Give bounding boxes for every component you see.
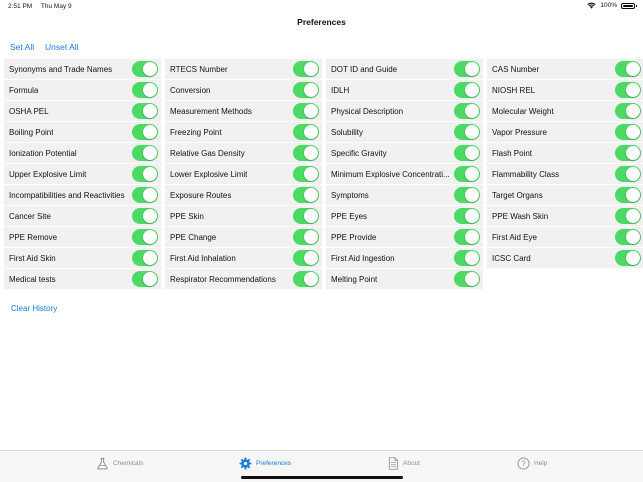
- flask-icon: [96, 457, 109, 470]
- preference-toggle[interactable]: [293, 187, 319, 203]
- preference-row: [4, 80, 161, 101]
- clear-history-button[interactable]: Clear History: [11, 304, 58, 313]
- preference-toggle[interactable]: [615, 82, 641, 98]
- preference-label: DOT ID and Guide: [331, 65, 398, 74]
- preference-toggle[interactable]: [454, 145, 480, 161]
- preference-row: [165, 80, 322, 101]
- preference-label: Formula: [9, 86, 39, 95]
- preference-row: [326, 248, 483, 269]
- toggle-knob: [626, 62, 640, 76]
- preference-toggle[interactable]: [293, 103, 319, 119]
- preference-row: [326, 269, 483, 290]
- toggle-knob: [465, 209, 479, 223]
- preference-label: Flammability Class: [492, 170, 560, 179]
- preference-row: [165, 269, 322, 290]
- page-title: Preferences: [297, 17, 346, 27]
- status-time: 2:51 PM: [8, 3, 33, 10]
- preference-toggle[interactable]: [615, 103, 641, 119]
- preference-toggle[interactable]: [615, 145, 641, 161]
- battery-icon: [621, 3, 635, 9]
- toggle-knob: [143, 146, 157, 160]
- preference-label: Incompatibilities and Reactivities: [9, 191, 125, 200]
- preference-row: [326, 227, 483, 248]
- preference-label: NIOSH REL: [492, 86, 536, 95]
- toggle-knob: [304, 125, 318, 139]
- preference-row: [4, 164, 161, 185]
- help-icon: [517, 457, 530, 470]
- preference-toggle[interactable]: [132, 61, 158, 77]
- preference-row: [4, 269, 161, 290]
- preference-row: [326, 164, 483, 185]
- toggle-knob: [143, 251, 157, 265]
- preference-label: Solubility: [331, 128, 364, 137]
- preference-label: Physical Description: [331, 107, 404, 116]
- preference-toggle[interactable]: [293, 145, 319, 161]
- toggle-knob: [626, 188, 640, 202]
- preference-row: [326, 143, 483, 164]
- preference-label: First Aid Ingestion: [331, 254, 395, 263]
- preference-label: PPE Remove: [9, 233, 58, 242]
- toggle-knob: [626, 146, 640, 160]
- preference-label: Flash Point: [492, 149, 533, 158]
- preference-row: [165, 206, 322, 227]
- preference-label: CAS Number: [492, 65, 540, 74]
- preference-label: Medical tests: [9, 275, 56, 284]
- toggle-knob: [304, 83, 318, 97]
- preference-label: PPE Skin: [170, 212, 204, 221]
- tab-preferences[interactable]: [239, 457, 291, 470]
- preference-toggle[interactable]: [454, 187, 480, 203]
- preference-row: [4, 248, 161, 269]
- toggle-knob: [143, 83, 157, 97]
- preference-toggle[interactable]: [132, 250, 158, 266]
- tab-preferences-label: Preferences: [256, 460, 292, 467]
- status-right: [587, 2, 635, 9]
- toggle-knob: [143, 125, 157, 139]
- preference-toggle[interactable]: [132, 166, 158, 182]
- preference-row: [487, 59, 643, 80]
- preference-toggle[interactable]: [454, 166, 480, 182]
- preference-toggle[interactable]: [132, 229, 158, 245]
- preference-row: [165, 185, 322, 206]
- status-date: Thu May 9: [40, 3, 72, 10]
- tab-chemicals-label: Chemicals: [113, 460, 144, 467]
- preference-label: First Aid Eye: [492, 233, 537, 242]
- preference-toggle[interactable]: [615, 229, 641, 245]
- preference-toggle[interactable]: [293, 271, 319, 287]
- preference-row: [487, 185, 643, 206]
- preference-row: [487, 248, 643, 269]
- unset-all-button[interactable]: Unset All: [45, 42, 79, 52]
- toggle-knob: [465, 104, 479, 118]
- document-icon: [388, 457, 399, 470]
- preference-row: [326, 59, 483, 80]
- toggle-knob: [626, 104, 640, 118]
- preference-label: First Aid Inhalation: [170, 254, 236, 263]
- toggle-knob: [465, 83, 479, 97]
- preference-row: [326, 80, 483, 101]
- preference-toggle[interactable]: [293, 250, 319, 266]
- preference-row: [165, 143, 322, 164]
- preference-row: [165, 101, 322, 122]
- toggle-knob: [465, 272, 479, 286]
- toggle-knob: [304, 272, 318, 286]
- preference-label: PPE Wash Skin: [492, 212, 549, 221]
- home-indicator: [241, 476, 403, 479]
- preference-label: IDLH: [331, 86, 350, 95]
- wifi-icon: [587, 2, 596, 9]
- empty-cell: [487, 269, 643, 290]
- preference-label: Symptoms: [331, 191, 369, 200]
- toggle-knob: [143, 62, 157, 76]
- toggle-knob: [626, 209, 640, 223]
- toggle-knob: [143, 167, 157, 181]
- preference-row: [165, 164, 322, 185]
- status-bar: [0, 0, 643, 13]
- toggle-knob: [626, 251, 640, 265]
- preference-label: Molecular Weight: [492, 107, 554, 116]
- toggle-knob: [304, 209, 318, 223]
- tab-about-label: About: [403, 460, 420, 467]
- preference-toggle[interactable]: [615, 166, 641, 182]
- preference-row: [326, 206, 483, 227]
- toggle-knob: [304, 230, 318, 244]
- toggle-knob: [465, 230, 479, 244]
- toggle-knob: [465, 125, 479, 139]
- preference-label: Melting Point: [331, 275, 378, 284]
- preference-row: [165, 122, 322, 143]
- preferences-grid: [4, 59, 643, 290]
- preference-label: PPE Eyes: [331, 212, 368, 221]
- preference-row: [487, 164, 643, 185]
- preference-toggle[interactable]: [132, 82, 158, 98]
- toggle-knob: [143, 209, 157, 223]
- toggle-knob: [626, 83, 640, 97]
- preference-label: PPE Provide: [331, 233, 377, 242]
- preference-label: Minimum Explosive Concentrati...: [331, 170, 450, 179]
- preference-toggle[interactable]: [293, 61, 319, 77]
- toggle-knob: [304, 188, 318, 202]
- preference-row: [487, 80, 643, 101]
- preference-row: [4, 101, 161, 122]
- toggle-knob: [465, 251, 479, 265]
- toggle-knob: [143, 104, 157, 118]
- toggle-knob: [143, 230, 157, 244]
- preference-row: [4, 185, 161, 206]
- preference-label: First Aid Skin: [9, 254, 56, 263]
- toggle-knob: [626, 167, 640, 181]
- preference-toggle[interactable]: [615, 208, 641, 224]
- preference-label: ICSC Card: [492, 254, 531, 263]
- preference-label: Target Organs: [492, 191, 543, 200]
- preference-row: [4, 122, 161, 143]
- toggle-knob: [143, 272, 157, 286]
- preference-toggle[interactable]: [454, 250, 480, 266]
- preference-toggle[interactable]: [615, 250, 641, 266]
- preference-toggle[interactable]: [132, 271, 158, 287]
- preference-label: Respirator Recommendations: [170, 275, 276, 284]
- preference-label: Ionization Potential: [9, 149, 77, 158]
- preference-row: [487, 122, 643, 143]
- preference-row: [487, 227, 643, 248]
- toggle-knob: [304, 104, 318, 118]
- preference-label: Measurement Methods: [170, 107, 252, 116]
- toggle-knob: [143, 188, 157, 202]
- preference-row: [4, 59, 161, 80]
- preference-toggle[interactable]: [454, 124, 480, 140]
- toggle-knob: [304, 62, 318, 76]
- preference-label: Freezing Point: [170, 128, 222, 137]
- preference-toggle[interactable]: [132, 103, 158, 119]
- preference-toggle[interactable]: [615, 124, 641, 140]
- toggle-knob: [304, 167, 318, 181]
- preference-label: Cancer Site: [9, 212, 51, 221]
- preference-toggle[interactable]: [132, 124, 158, 140]
- preference-row: [326, 122, 483, 143]
- gear-icon: [239, 457, 252, 470]
- preference-toggle[interactable]: [454, 61, 480, 77]
- toggle-knob: [465, 62, 479, 76]
- svg-text:?: ?: [521, 459, 526, 469]
- preference-label: Exposure Routes: [170, 191, 232, 200]
- preference-label: Lower Explosive Limit: [170, 170, 248, 179]
- preference-row: [326, 185, 483, 206]
- preference-row: [4, 227, 161, 248]
- tab-help-label: Help: [534, 460, 548, 467]
- preference-label: PPE Change: [170, 233, 217, 242]
- toggle-knob: [465, 167, 479, 181]
- toggle-knob: [304, 251, 318, 265]
- preference-row: [487, 101, 643, 122]
- toggle-knob: [304, 146, 318, 160]
- preference-row: [165, 227, 322, 248]
- preference-toggle[interactable]: [293, 82, 319, 98]
- battery-percent: 100%: [600, 2, 617, 9]
- preference-toggle[interactable]: [454, 103, 480, 119]
- preference-toggle[interactable]: [615, 187, 641, 203]
- preference-label: Conversion: [170, 86, 211, 95]
- preference-label: Vapor Pressure: [492, 128, 547, 137]
- preference-row: [165, 248, 322, 269]
- preference-label: Synonyms and Trade Names: [9, 65, 113, 74]
- preference-toggle[interactable]: [132, 208, 158, 224]
- preference-row: [326, 101, 483, 122]
- preference-toggle[interactable]: [293, 124, 319, 140]
- preference-label: Boiling Point: [9, 128, 54, 137]
- tab-chemicals[interactable]: [96, 457, 143, 470]
- preference-toggle[interactable]: [293, 208, 319, 224]
- preference-label: Upper Explosive Limit: [9, 170, 87, 179]
- preference-toggle[interactable]: [454, 208, 480, 224]
- preference-toggle[interactable]: [454, 271, 480, 287]
- preference-row: [487, 143, 643, 164]
- preference-label: Relative Gas Density: [170, 149, 245, 158]
- toggle-knob: [465, 188, 479, 202]
- preference-toggle[interactable]: [132, 187, 158, 203]
- toggle-knob: [465, 146, 479, 160]
- preference-row: [4, 143, 161, 164]
- preference-row: [165, 59, 322, 80]
- set-all-button[interactable]: Set All: [10, 42, 35, 52]
- preference-toggle[interactable]: [293, 166, 319, 182]
- preference-toggle[interactable]: [615, 61, 641, 77]
- preference-label: OSHA PEL: [9, 107, 49, 116]
- preference-toggle[interactable]: [293, 229, 319, 245]
- preference-label: Specific Gravity: [331, 149, 387, 158]
- preference-toggle[interactable]: [454, 229, 480, 245]
- tab-about[interactable]: [388, 457, 420, 470]
- tab-help[interactable]: [517, 457, 547, 470]
- toggle-knob: [626, 125, 640, 139]
- preference-row: [4, 206, 161, 227]
- preference-label: RTECS Number: [170, 65, 228, 74]
- preference-toggle[interactable]: [132, 145, 158, 161]
- preference-row: [487, 206, 643, 227]
- status-left: [8, 3, 79, 10]
- preference-toggle[interactable]: [454, 82, 480, 98]
- toggle-knob: [626, 230, 640, 244]
